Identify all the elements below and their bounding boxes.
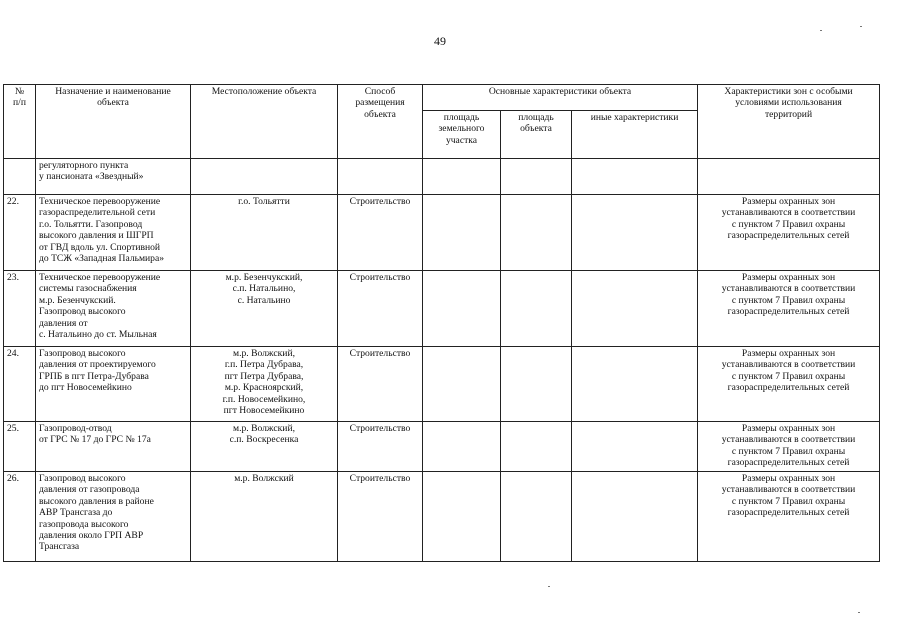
row-zones: Размеры охранных зон устанавливаются в соответствии с пунктом 7 Правил охраны газораспределительных сетей	[698, 195, 880, 271]
header-name: Назначение и наименование объекта	[36, 85, 191, 159]
header-other-characteristics: иные характеристики	[572, 111, 698, 159]
header-num: № п/п	[4, 85, 36, 159]
row-num: 22.	[4, 195, 36, 271]
row-land-area	[423, 422, 501, 472]
row-name: регуляторного пункта у пансионата «Звездный»	[36, 159, 191, 195]
header-land-area: площадь земельного участка	[423, 111, 501, 159]
table-row	[4, 422, 880, 472]
row-other-characteristics	[572, 271, 698, 347]
objects-table	[3, 84, 880, 562]
row-object-area	[501, 159, 572, 195]
row-other-characteristics	[572, 472, 698, 562]
header-main-characteristics: Основные характеристики объекта	[423, 85, 698, 111]
row-method: Строительство	[338, 195, 423, 271]
row-object-area	[501, 195, 572, 271]
row-other-characteristics	[572, 195, 698, 271]
page-number: 49	[434, 34, 446, 48]
row-zones: Размеры охранных зон устанавливаются в соответствии с пунктом 7 Правил охраны газораспределительных сетей	[698, 422, 880, 472]
table-row	[4, 271, 880, 347]
row-location	[191, 159, 338, 195]
row-object-area	[501, 472, 572, 562]
row-num: 25.	[4, 422, 36, 472]
table-row	[4, 347, 880, 422]
row-land-area	[423, 159, 501, 195]
row-land-area	[423, 347, 501, 422]
row-land-area	[423, 472, 501, 562]
row-land-area	[423, 195, 501, 271]
row-object-area	[501, 422, 572, 472]
row-name: Газопровод высокого давления от газопровода высокого давления в районе АВР Трансгаза до газопровода высокого давления около ГРП АВР Трансгаза	[36, 472, 191, 562]
row-num: 26.	[4, 472, 36, 562]
header-object-area: площадь объекта	[501, 111, 572, 159]
row-land-area	[423, 271, 501, 347]
row-zones: Размеры охранных зон устанавливаются в соответствии с пунктом 7 Правил охраны газораспределительных сетей	[698, 347, 880, 422]
row-name: Техническое перевооружение газораспределительной сети г.о. Тольятти. Газопровод высокого давления и ШГРП от ГВД вдоль ул. Спортивной до ТСЖ «Западная Пальмира»	[36, 195, 191, 271]
table-row	[4, 195, 880, 271]
row-other-characteristics	[572, 159, 698, 195]
row-method: Строительство	[338, 271, 423, 347]
row-location: м.р. Волжский	[191, 472, 338, 562]
row-method: Строительство	[338, 422, 423, 472]
row-location: м.р. Волжский, г.п. Петра Дубрава, пгт Петра Дубрава, м.р. Красноярский, г.п. Новосемейкино, пгт Новосемейкино	[191, 347, 338, 422]
row-name: Газопровод высокого давления от проектируемого ГРПБ в пгт Петра-Дубрава до пгт Новосемейкино	[36, 347, 191, 422]
table-row	[4, 472, 880, 562]
scan-speck	[548, 586, 550, 587]
row-other-characteristics	[572, 422, 698, 472]
row-name: Газопровод-отвод от ГРС № 17 до ГРС № 17а	[36, 422, 191, 472]
row-name: Техническое перевооружение системы газоснабжения м.р. Безенчукский. Газопровод высокого давления от с. Натальино до ст. Мыльная	[36, 271, 191, 347]
row-object-area	[501, 271, 572, 347]
row-method: Строительство	[338, 347, 423, 422]
row-zones	[698, 159, 880, 195]
header-zones: Характеристики зон с особыми условиями использования территорий	[698, 85, 880, 159]
row-location: м.р. Волжский, с.п. Воскресенка	[191, 422, 338, 472]
row-method	[338, 159, 423, 195]
row-location: г.о. Тольятти	[191, 195, 338, 271]
scan-speck	[820, 30, 822, 31]
row-zones: Размеры охранных зон устанавливаются в соответствии с пунктом 7 Правил охраны газораспределительных сетей	[698, 271, 880, 347]
row-num	[4, 159, 36, 195]
scan-speck	[860, 26, 862, 27]
table-row	[4, 159, 880, 195]
row-object-area	[501, 347, 572, 422]
row-num: 24.	[4, 347, 36, 422]
row-num: 23.	[4, 271, 36, 347]
row-zones: Размеры охранных зон устанавливаются в соответствии с пунктом 7 Правил охраны газораспределительных сетей	[698, 472, 880, 562]
scan-speck	[858, 612, 860, 613]
row-location: м.р. Безенчукский, с.п. Натальино, с. Натальино	[191, 271, 338, 347]
row-other-characteristics	[572, 347, 698, 422]
row-method: Строительство	[338, 472, 423, 562]
header-location: Местоположение объекта	[191, 85, 338, 159]
header-method: Способ размещения объекта	[338, 85, 423, 159]
